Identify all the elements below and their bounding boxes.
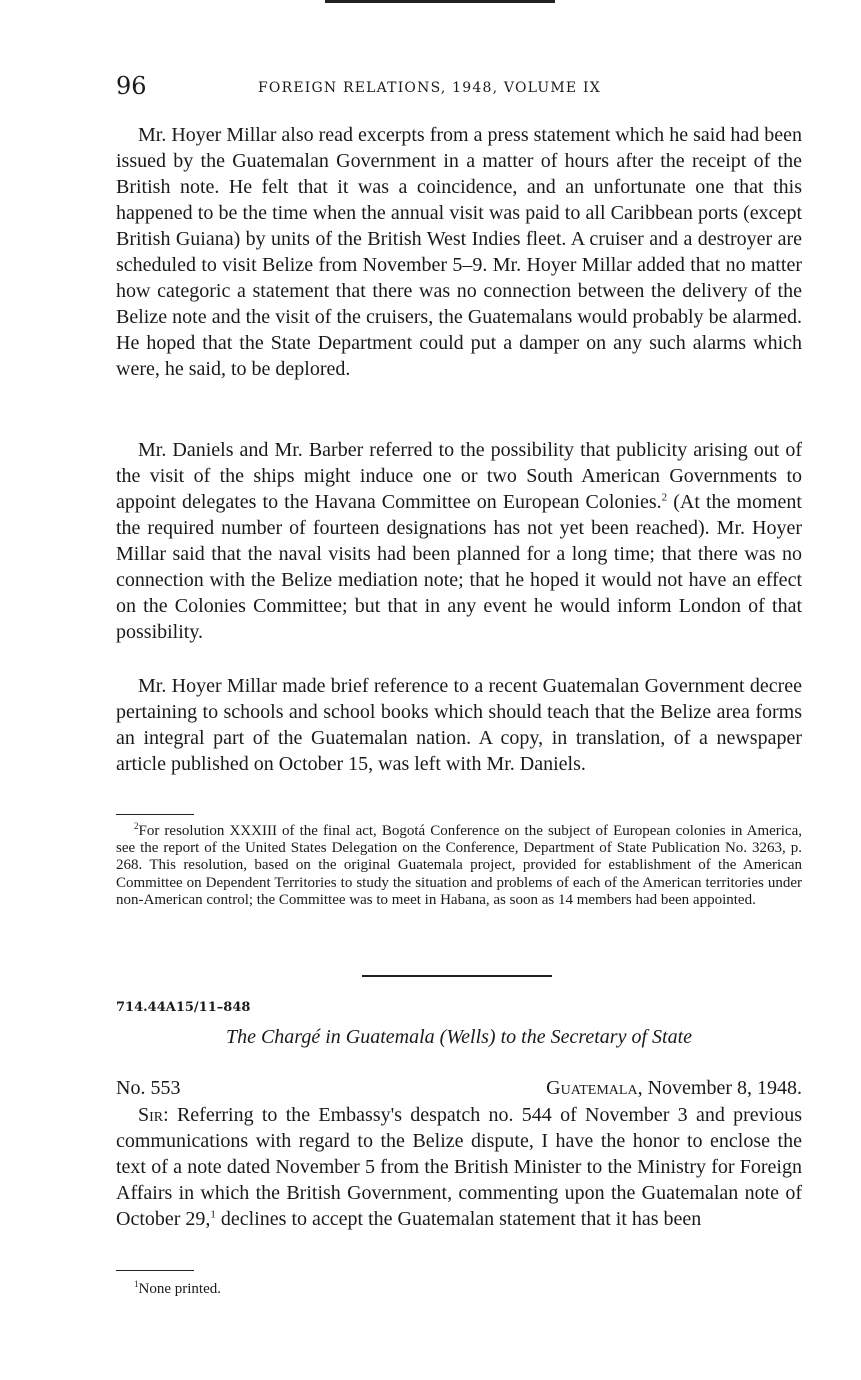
file-number: 714.44A15/11–848 bbox=[116, 1000, 251, 1015]
footnote-2-mark: 2 bbox=[134, 821, 139, 831]
footnote-rule-2 bbox=[116, 1270, 194, 1271]
footnote-ref-2: 2 bbox=[661, 491, 668, 504]
para2-text-b: (At the moment the required number of fourteen designations has not yet been reached). Mr. Hoyer Millar said that the naval visits had been planned for a long time; that there was no connection with the Belize mediation note; that he hoped it would not have an effect on the Colonies Committee; but that in any event he would inform London of that possibility. bbox=[116, 491, 802, 643]
footnote-2-text: For resolution XXXIII of the final act, Bogotá Conference on the subject of European colonies in America, see the report of the United States Delegation on the Conference, Department of State Publication No. 3263, p. 268. This resolution, based on the original Guatemala project, provided for establishment of the American Committee on Dependent Territories to study the situation and problems of each of the American territories under non-American control; the Committee was to meet in Habana, as soon as 14 members had been appointed. bbox=[116, 823, 802, 908]
section-divider bbox=[362, 975, 552, 977]
footnote-2 bbox=[116, 823, 802, 909]
body-paragraph-3: Mr. Hoyer Millar made brief reference to a recent Guatemalan Government decree pertaining to schools and school books which should teach that the Belize area forms an integral part of the Guatemalan nation. A copy, in translation, of a newspaper article published on October 15, was left with Mr. Daniels. bbox=[116, 675, 802, 775]
footnote-1-mark: 1 bbox=[134, 1279, 139, 1289]
despatch-text-b: declines to accept the Guatemalan statement that it has been bbox=[215, 1208, 702, 1230]
body-paragraph-2 bbox=[116, 437, 802, 645]
footnote-ref-1: 1 bbox=[210, 1208, 216, 1221]
body-paragraph-1: Mr. Hoyer Millar also read excerpts from a press statement which he said had been issued by the Guatemalan Government in a matter of hours after the receipt of the British note. He felt that it was a coincidence, and an unfortunate one that this happened to be the time when the annual visit was paid to all Caribbean ports (except British Guiana) by units of the British West Indies fleet. A cruiser and a destroyer are scheduled to visit Belize from November 5–9. Mr. Hoyer Millar added that no matter how categoric a statement that there was no connection between the delivery of the Belize note and the visit of the cruisers, the Guatemalans would probably be alarmed. He hoped that the State Department could put a damper on any such alarms which were, he said, to be deplored. bbox=[116, 124, 802, 380]
document-title: The Chargé in Guatemala (Wells) to the Secretary of State bbox=[225, 1026, 693, 1048]
document-number: No. 553 bbox=[116, 1077, 181, 1099]
para2-text-a: Mr. Daniels and Mr. Barber referred to the possibility that publicity arising out of the visit of the ships might induce one or two South American Governments to appoint delegates to the Havana Committee on European Colonies. bbox=[116, 439, 802, 513]
footnote-rule bbox=[116, 814, 194, 815]
footnote-1-text: None printed. bbox=[138, 1281, 221, 1297]
salutation: Sir bbox=[138, 1104, 164, 1126]
dateline bbox=[546, 1075, 802, 1101]
page-header bbox=[116, 72, 802, 106]
despatch-text-a: : Referring to the Embassy's despatch no. 544 of November 3 and previous communications with regard to the Belize dispute, I have the honor to enclose the text of a note dated November 5 from the British Minister to the Ministry for Foreign Affairs in which the British Government, commenting upon the Guatemalan note of October 29, bbox=[116, 1104, 802, 1230]
page-number: 96 bbox=[116, 72, 147, 100]
running-head: FOREIGN RELATIONS, 1948, VOLUME IX bbox=[258, 80, 601, 96]
dateline-date: , November 8, 1948. bbox=[637, 1077, 802, 1099]
footnote-1 bbox=[116, 1281, 802, 1298]
dateline-place: Guatemala bbox=[546, 1077, 638, 1099]
despatch-paragraph bbox=[116, 1102, 802, 1232]
top-rule bbox=[325, 0, 555, 3]
